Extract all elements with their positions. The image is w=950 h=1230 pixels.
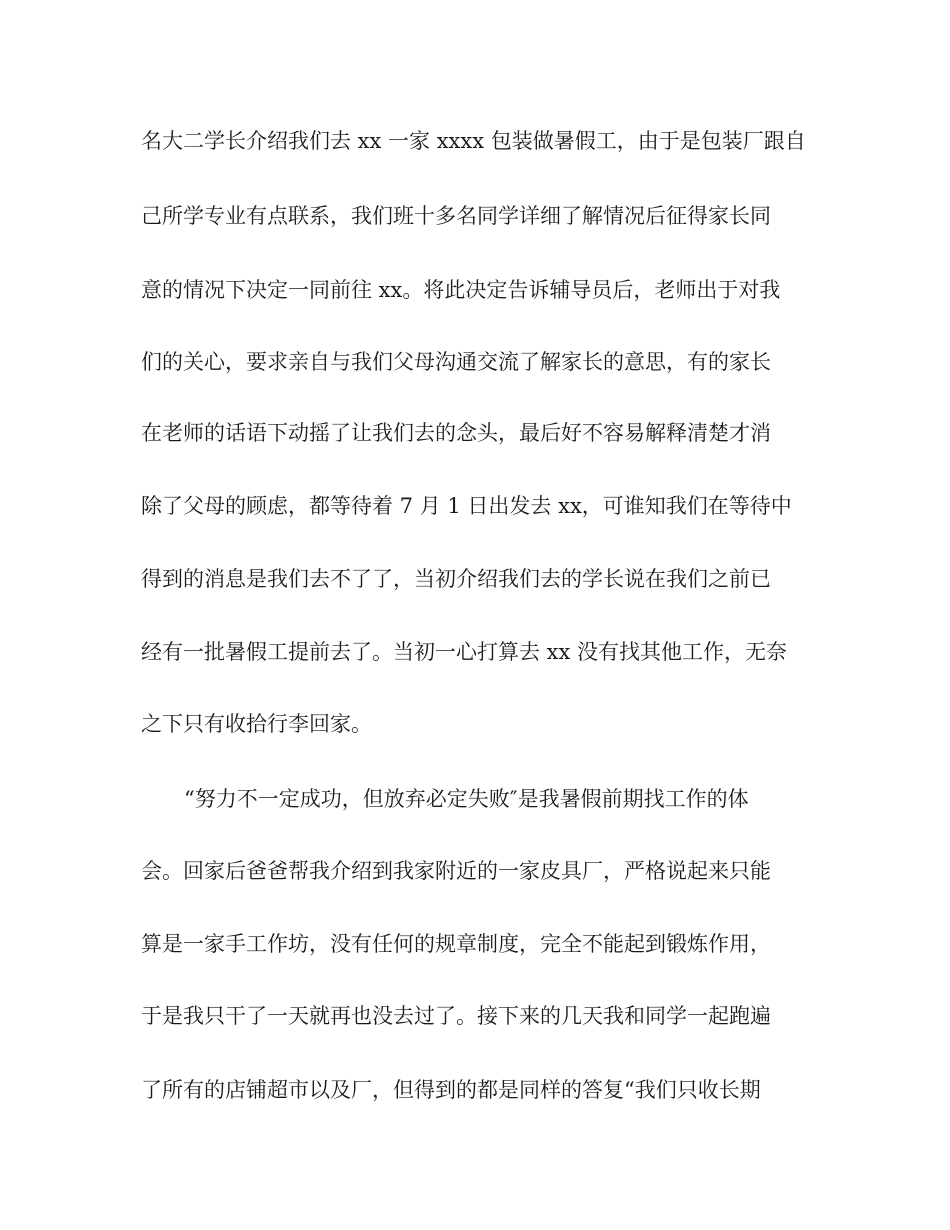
text-line: 了所有的店铺超市以及厂，但得到的都是同样的答复“我们只收长期 [141, 1078, 761, 1102]
text-line: 除了父母的顾虑，都等待着 7 月 1 日出发去 xx，可谁知我们在等待中 [141, 494, 792, 518]
text-line: 们的关心，要求亲自与我们父母沟通交流了解家长的意思，有的家长 [141, 350, 771, 374]
text-line: 在老师的话语下动摇了让我们去的念头，最后好不容易解释清楚才消 [141, 421, 771, 445]
text-line: 经有一批暑假工提前去了。当初一心打算去 xx 没有找其他工作，无奈 [141, 640, 788, 664]
text-line: 得到的消息是我们去不了了，当初介绍我们去的学长说在我们之前已 [141, 567, 771, 591]
text-line: 意的情况下决定一同前往 xx。将此决定告诉辅导员后，老师出于对我 [141, 278, 781, 302]
text-line: 于是我只干了一天就再也没去过了。接下来的几天我和同学一起跑遍 [141, 1004, 771, 1028]
text-line: 名大二学长介绍我们去 xx 一家 xxxx 包装做暑假工，由于是包装厂跟自 [141, 129, 806, 153]
text-line: “努力不一定成功，但放弃必定失败″是我暑假前期找工作的体 [184, 787, 749, 811]
text-line: 会。回家后爸爸帮我介绍到我家附近的一家皮具厂，严格说起来只能 [141, 859, 771, 883]
text-line: 之下只有收拾行李回家。 [141, 712, 372, 736]
text-line: 算是一家手工作坊，没有任何的规章制度，完全不能起到锻炼作用， [141, 932, 771, 956]
text-line: 己所学专业有点联系，我们班十多名同学详细了解情况后征得家长同 [141, 204, 771, 228]
